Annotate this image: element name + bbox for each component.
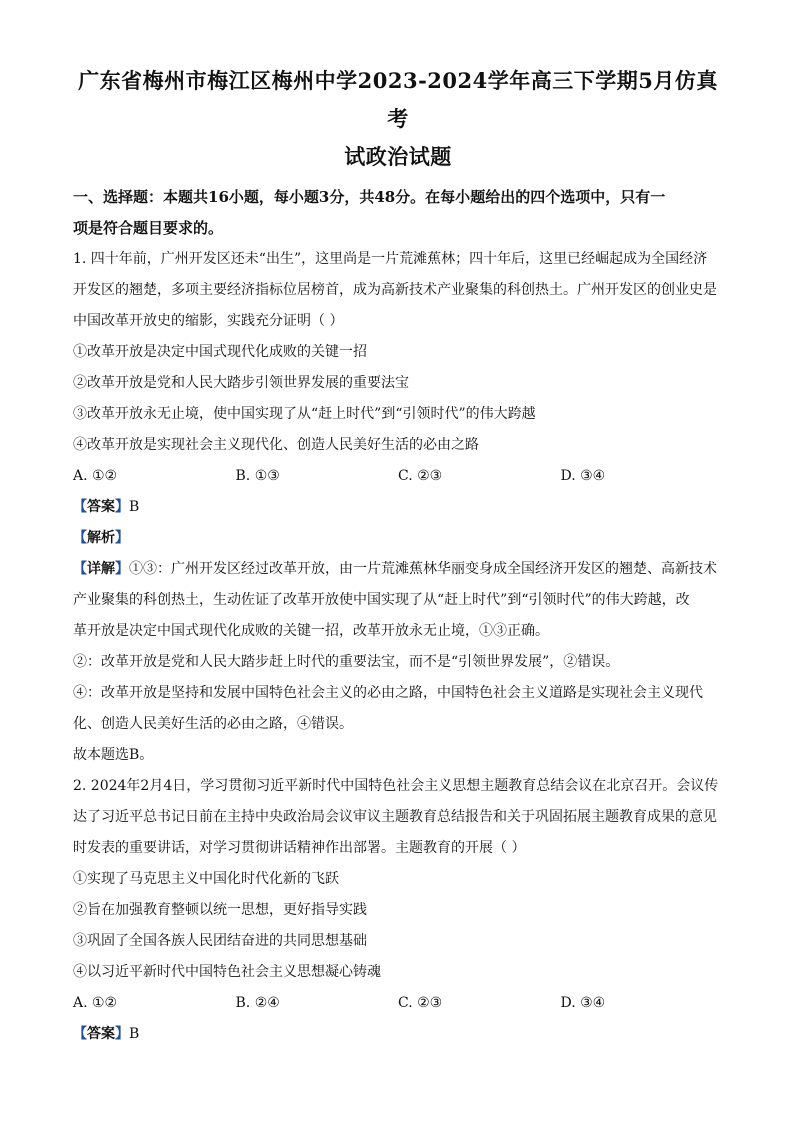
q1-stem-line: 1. 四十年前，广州开发区还未“出生”，这里尚是一片荒滩蕉林；四十年后，这里已经崛起成为全国经济 — [73, 251, 708, 267]
q1-analysis-label: 解析 — [87, 530, 115, 546]
q1-answer: 【答案】B — [73, 499, 140, 515]
q2-option-a: A. ①② — [73, 995, 118, 1011]
section-heading-line1: 一、选择题：本题共16小题，每小题3分，共48分。在每小题给出的四个选项中，只有一 — [73, 188, 666, 206]
q1-option-b: B. ①③ — [235, 468, 280, 484]
q2-option-c: C. ②③ — [398, 995, 443, 1011]
q2-statement-2: ②旨在加强教育整顿以统一思想，更好指导实践 — [73, 902, 367, 918]
q1-conclusion: 故本题选B。 — [73, 747, 154, 763]
q1-statement-2: ②改革开放是党和人民大踏步引领世界发展的重要法宝 — [73, 375, 409, 391]
q2-statement-4: ④以习近平新时代中国特色社会主义思想凝心铸魂 — [73, 964, 381, 980]
q1-statement-1: ①改革开放是决定中国式现代化成败的关键一招 — [73, 344, 367, 360]
q1-detail-line: 化、创造人民美好生活的必由之路，④错误。 — [73, 716, 353, 732]
exam-title-line2: 试政治试题 — [344, 144, 452, 169]
q2-options — [73, 988, 723, 1019]
question-2 — [73, 771, 723, 1050]
q1-detail-line: 产业聚集的科创热土，生动佐证了改革开放使中国实现了从“赶上时代”到“引领时代”的伟大跨越，改 — [73, 592, 690, 608]
q2-stem-line: 2. 2024年2月4日，学习贯彻习近平新时代中国特色社会主义思想主题教育总结会议在北京召开。会议传 — [73, 778, 719, 794]
q1-detail-line: ②：改革开放是党和人民大踏步赶上时代的重要法宝，而不是“引领世界发展”，②错误。 — [73, 654, 620, 670]
q2-answer: 【答案】B — [73, 1026, 140, 1042]
q2-option-d: D. ③④ — [560, 995, 606, 1011]
section-heading-line2: 项是符合题目要求的。 — [73, 219, 224, 237]
q2-statement-3: ③巩固了全国各族人民团结奋进的共同思想基础 — [73, 933, 367, 949]
q2-answer-value: B — [129, 1026, 140, 1042]
q1-option-c: C. ②③ — [398, 468, 443, 484]
q1-stem-line: 中国改革开放史的缩影，实践充分证明（ ） — [73, 313, 344, 329]
q1-options — [73, 461, 723, 492]
q1-answer-value: B — [129, 499, 140, 515]
q1-detail-line: 【详解】①③：广州开发区经过改革开放，由一片荒滩蕉林华丽变身成全国经济开发区的翘楚、高新技术 — [73, 561, 717, 577]
q2-stem-line: 达了习近平总书记日前在主持中央政治局会议审议主题教育总结报告和关于巩固拓展主题教育成果的意见 — [73, 809, 717, 825]
document-page — [73, 62, 723, 1050]
q2-option-b: B. ②④ — [235, 995, 280, 1011]
q1-stem-line: 开发区的翘楚，多项主要经济指标位居榜首，成为高新技术产业聚集的科创热土。广州开发区的创业史是 — [73, 282, 717, 298]
exam-title-line1: 广东省梅州市梅江区梅州中学2023-2024学年高三下学期5月仿真考 — [78, 68, 718, 131]
q1-answer-label: 答案 — [87, 499, 115, 515]
q2-stem-line: 时发表的重要讲话，对学习贯彻讲话精神作出部署。主题教育的开展（ ） — [73, 840, 526, 856]
q1-detail-line: 革开放是决定中国式现代化成败的关键一招，改革开放永无止境，①③正确。 — [73, 623, 549, 639]
q1-option-a: A. ①② — [73, 468, 118, 484]
q1-statement-4: ④改革开放是实现社会主义现代化、创造人民美好生活的必由之路 — [73, 437, 479, 453]
q2-statement-1: ①实现了马克思主义中国化时代化新的飞跃 — [73, 871, 339, 887]
question-1 — [73, 244, 723, 771]
q1-analysis: 【解析】 — [73, 530, 129, 546]
q1-statement-3: ③改革开放永无止境，使中国实现了从“赶上时代”到“引领时代”的伟大跨越 — [73, 406, 536, 422]
q1-option-d: D. ③④ — [560, 468, 606, 484]
q2-answer-label: 答案 — [87, 1026, 115, 1042]
q1-detail-text: ①③：广州开发区经过改革开放，由一片荒滩蕉林华丽变身成全国经济开发区的翘楚、高新技术 — [129, 561, 717, 577]
q1-detail-label: 详解 — [87, 561, 115, 577]
q1-detail-line: ④：改革开放是坚持和发展中国特色社会主义的必由之路，中国特色社会主义道路是实现社会主义现代 — [73, 685, 703, 701]
